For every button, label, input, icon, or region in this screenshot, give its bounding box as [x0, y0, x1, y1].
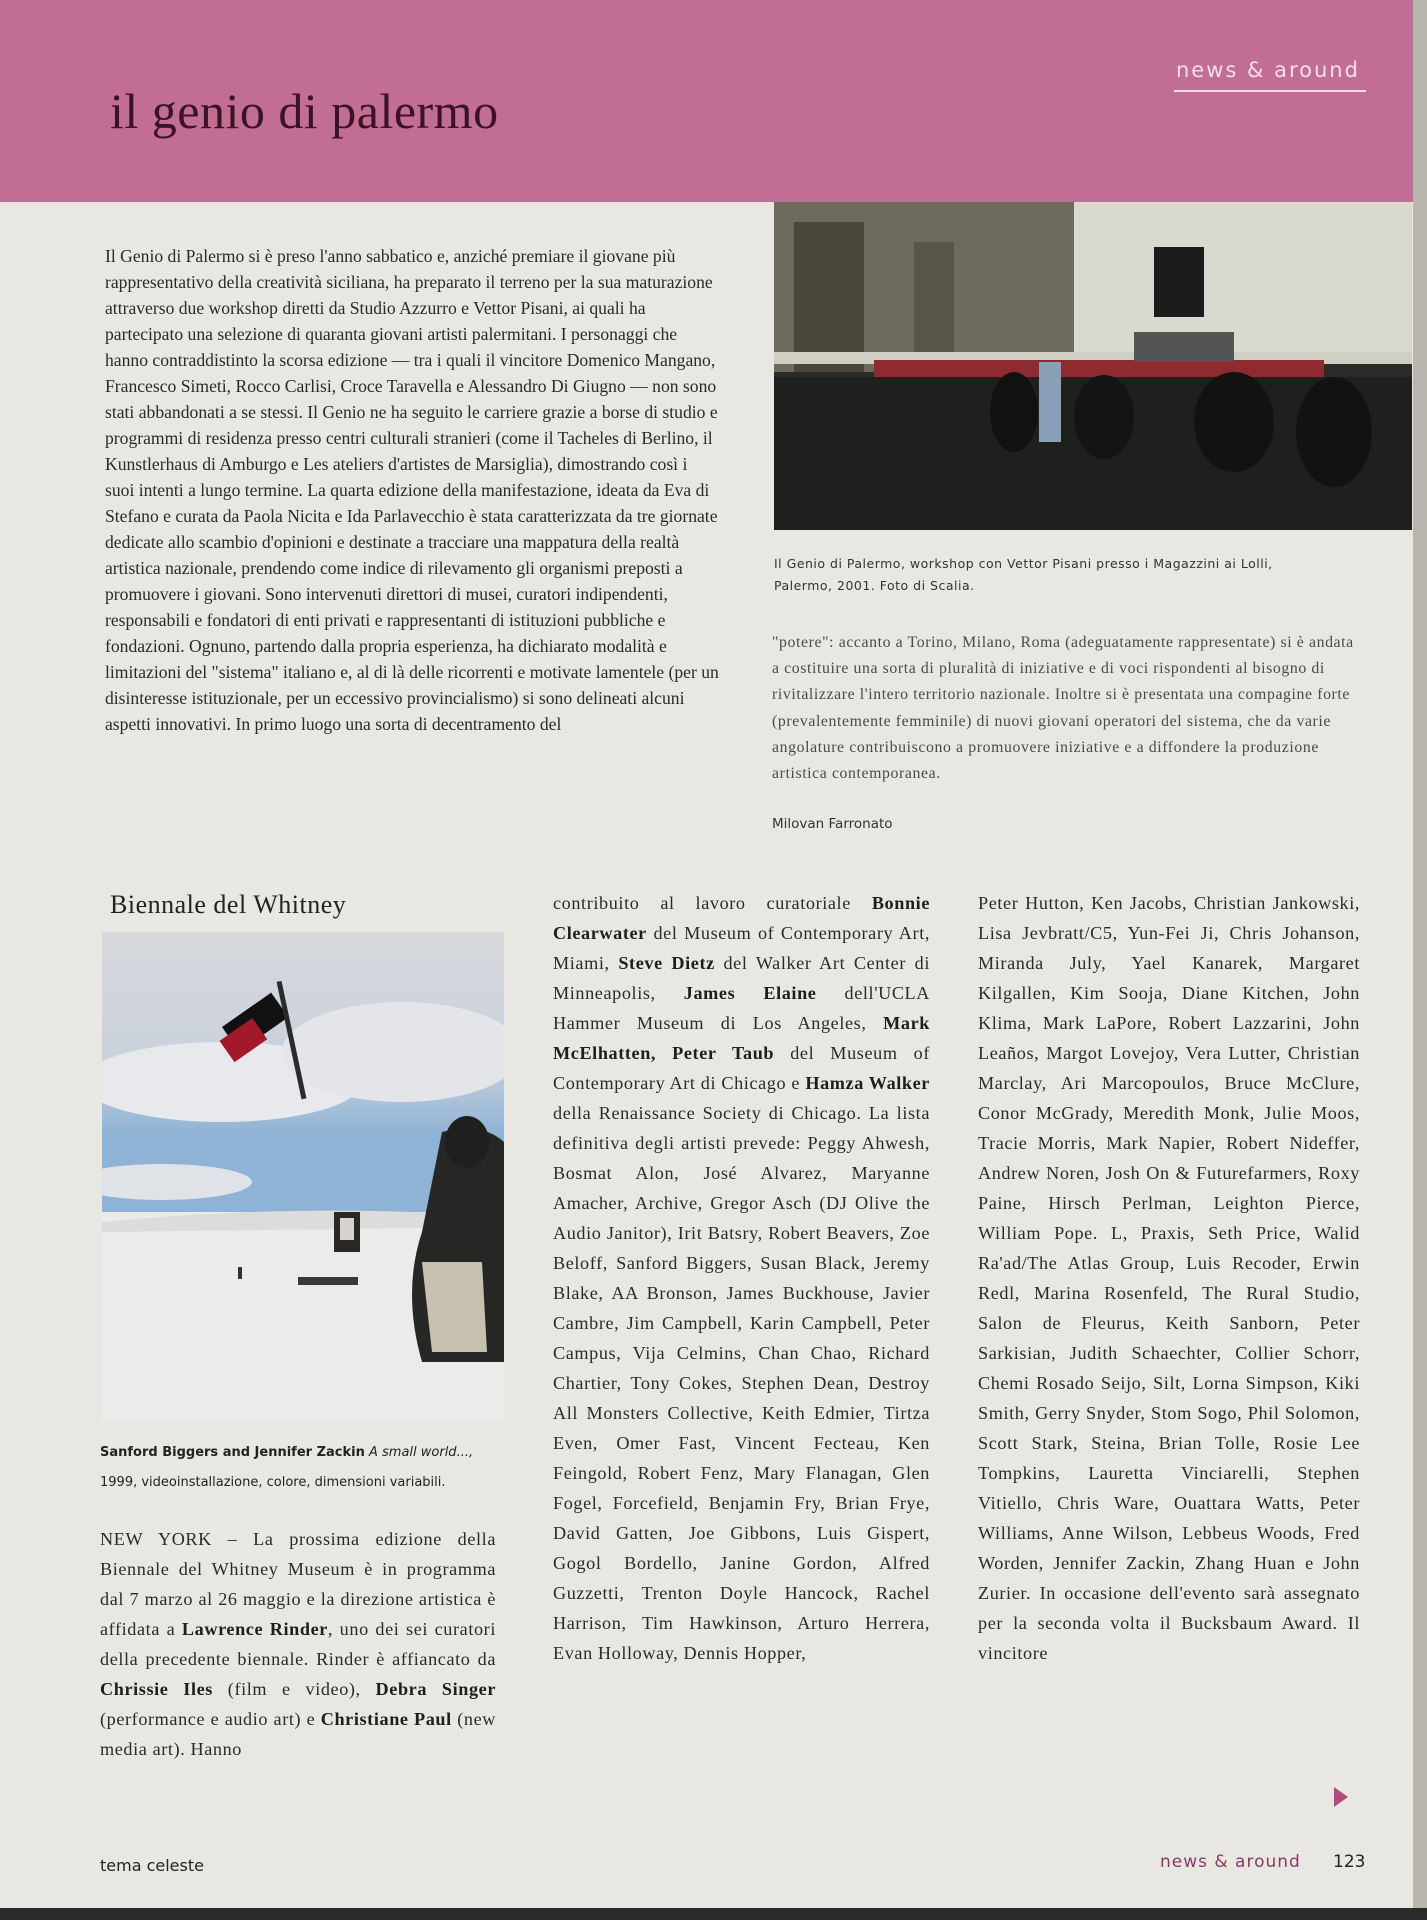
intro-text: Il Genio di Palermo si è preso l'anno sabbatico e, anziché premiare il giovane più rappresentativo della creatività siciliana, ha preparato il terreno per la sua maturazione attraverso due workshop diretti da Studio Azzurro e Vettor Pisani, ai quali ha partecipato una selezione di quaranta giovani artisti palermitani. I personaggi che hanno contraddistinto la scorsa edizione — tra i quali il vincitore Domenico Mangano, Francesco Simeti, Rocco Carlisi, Croce Taravella e Alessandro Di Giugno — non sono stati abbandonati a se stessi. Il Genio ne ha seguito le carriere grazie a borse di studio e programmi di residenza presso centri culturali stranieri (come il Tacheles di Berlino, il Kunstlerhaus di Amburgo e Les ateliers d'artistes de Marsiglia), dimostrando così i suoi intenti a lungo termine. La quarta edizione della manifestazione, ideata da Eva di Stefano e curata da Paola Nicita e Ida Parlavecchio è stata caratterizzata da tre giornate dedicate allo scambio d'opinioni e destinate a tracciare una mappatura della realtà artistica nazionale, prendendo come indice di rilevamento gli organismi preposti a promuovere i giovani. Sono intervenuti direttori di musei, curatori indipendenti, responsabili e fondatori di enti privati e rappresentanti di istituzioni pubbliche e fondazioni. Ognuno, partendo dalla propria esperienza, ha dichiarato modalità e limitazioni del "sistema" italiano e, al di là delle ricorrenti e motivate lamentele (per un disinteresse istituzionale, per un eccessivo provincialismo) si sono delineati alcuni aspetti innovativi. In primo luogo una sorta di decentramento del [105, 246, 719, 734]
person-name: Hamza Walker [805, 1073, 930, 1093]
kicker-rule [1174, 90, 1366, 92]
workshop-photo [774, 202, 1412, 530]
intro-text-continued: "potere": accanto a Torino, Milano, Roma (adeguatamente rappresentate) si è andata a costituire una sorta di pluralità di iniziative e di voci rispondenti al bisogno di rivitalizzare l'intero territorio nazionale. Inoltre si è presentata una compagine forte (prevalentemente femminile) di nuovi giovani operatori del sistema, che da varie angolature contribuiscono a promuovere iniziative e a diffondere la produzione artistica contemporanea. [772, 634, 1354, 783]
text-span: (film e video), [212, 1679, 376, 1699]
whitney-column-2 [553, 888, 930, 1668]
text-span: (performance e audio art) e [100, 1709, 321, 1729]
page-number: 123 [1333, 1852, 1366, 1872]
page-title: il genio di palermo [110, 83, 499, 139]
text-span: del Walker Art Center di Minneapolis, [553, 953, 930, 1003]
continue-arrow-icon [1334, 1787, 1348, 1807]
section-title-whitney: Biennale del Whitney [110, 890, 347, 919]
text-span: dell'UCLA Hammer Museum di Los Angeles, [553, 983, 930, 1033]
whitney-column-1 [100, 1524, 496, 1764]
person-name: James Elaine [683, 983, 817, 1003]
workshop-photo-caption: Il Genio di Palermo, workshop con Vettor Pisani presso i Magazzini ai Lolli, Palermo, 2001. Foto di Scalia. [774, 556, 1273, 593]
caption-work-title: A small world..., [368, 1445, 474, 1460]
person-name: Steve Dietz [618, 953, 715, 973]
person-name: Chrissie Iles [100, 1679, 213, 1699]
caption-artists: Sanford Biggers and Jennifer Zackin [100, 1445, 365, 1460]
caption-details: 1999, videoinstallazione, colore, dimensioni variabili. [100, 1475, 446, 1490]
page-bottom-edge [0, 1908, 1427, 1920]
person-name: Lawrence Rinder [181, 1619, 328, 1639]
text-span: (new media art). Hanno [100, 1709, 496, 1759]
author-signature: Milovan Farronato [772, 816, 893, 832]
footer-magazine: tema celeste [100, 1856, 204, 1875]
footer-section: news & around [1160, 1852, 1301, 1872]
person-name: Bonnie Clearwater [553, 893, 930, 943]
snowboard-photo-caption [100, 1438, 510, 1498]
text-span: del Museum of Contemporary Art, Miami, [553, 923, 930, 973]
person-name: Debra Singer [375, 1679, 496, 1699]
text-span: del Museum of Contemporary Art di Chicago e [553, 1043, 930, 1093]
person-name: Mark McElhatten, Peter Taub [553, 1013, 930, 1063]
text-span: della Renaissance Society di Chicago. La lista definitiva degli artisti prevede: Peggy Ahwesh, Bosmat Alon, José Alvarez, Maryanne Amacher, Archive, Gregor Asch (DJ Olive the Audio Janitor), Irit Batsry, Robert Beavers, Zoe Beloff, Sanford Biggers, Susan Black, Jeremy Blake, AA Bronson, James Buckhouse, Javier Cambre, Jim Campbell, Karin Campbell, Peter Campus, Vija Celmins, Chan Chao, Richard Chartier, Tony Cokes, Stephen Dean, Destroy All Monsters Collective, Keith Edmier, Tirtza Even, Omer Fast, Vincent Fecteau, Ken Feingold, Robert Fenz, Mary Flanagan, Glen Fogel, Forcefield, Benjamin Fry, Brian Frye, David Gatten, Joe Gibbons, Luis Gispert, Gogol Bordello, Janine Gordon, Alfred Guzzetti, Trenton Doyle Hancock, Rachel Harrison, Tim Hawkinson, Arturo Herrera, Evan Holloway, Dennis Hopper, [553, 1103, 930, 1663]
person-name: Christiane Paul [320, 1709, 452, 1729]
whitney-column-3: Peter Hutton, Ken Jacobs, Christian Jankowski, Lisa Jevbratt/C5, Yun-Fei Ji, Chris Johanson, Miranda July, Yael Kanarek, Margaret Kilgallen, Kim Sooja, Diane Kitchen, John Klima, Mark LaPore, Robert Lazzarini, John Leaños, Margot Lovejoy, Vera Lutter, Christian Marclay, Ari Marcopoulos, Bruce McClure, Conor McGrady, Meredith Monk, Julie Moos, Tracie Morris, Mark Napier, Robert Nideffer, Andrew Noren, Josh On & Futurefarmers, Roxy Paine, Hirsch Perlman, Leighton Pierce, William Pope. L, Praxis, Seth Price, Walid Ra'ad/The Atlas Group, Luis Recoder, Erwin Redl, Marina Rosenfeld, The Rural Studio, Salon de Fleurus, Keith Sanborn, Peter Sarkisian, Judith Schaechter, Collier Schorr, Chemi Rosado Seijo, Silt, Lorna Simpson, Kiki Smith, Gerry Snyder, Stom Sogo, Phil Solomon, Scott Stark, Steina, Brian Tolle, Rosie Lee Tompkins, Lauretta Vinciarelli, Stephen Vitiello, Chris Ware, Ouattara Watts, Peter Williams, Anne Wilson, Lebbeus Woods, Fred Worden, Jennifer Zackin, Zhang Huan e John Zurier. In occasione dell'evento sarà assegnato per la seconda volta il Bucksbaum Award. Il vincitore [978, 893, 1360, 1663]
snowboard-photo [102, 932, 504, 1422]
page-edge [1413, 0, 1427, 1920]
text-span: NEW YORK – La prossima edizione della Biennale del Whitney Museum è in programma dal 7 marzo al 26 maggio e la direzione artistica è affidata a [100, 1529, 496, 1639]
section-kicker: news & around [1176, 58, 1360, 82]
text-span: contribuito al lavoro curatoriale [553, 893, 872, 913]
text-span: , uno dei sei curatori della precedente biennale. Rinder è affiancato da [100, 1619, 496, 1669]
